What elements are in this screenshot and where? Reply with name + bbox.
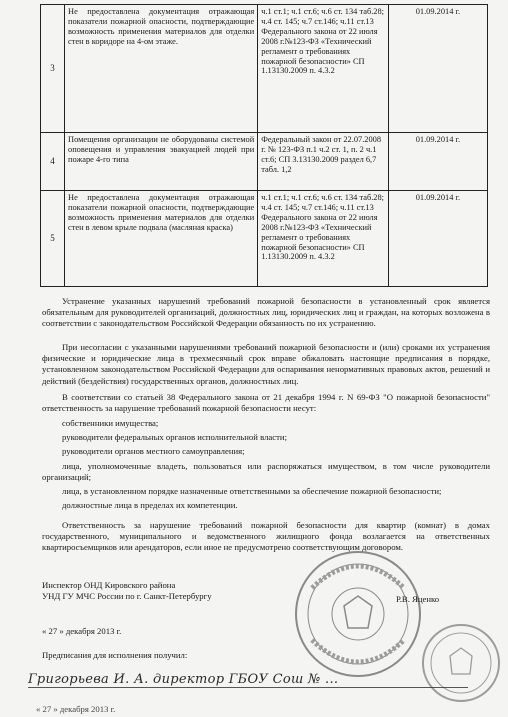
deadline-date: 01.09.2014 г.: [388, 5, 487, 133]
paragraph-appeal: [42, 342, 490, 387]
received-label: Предписания для исполнения получил:: [42, 650, 188, 660]
legal-reference: Федеральный закон от 22.07.2008 г. № 123-ФЗ п.1 ч.2 ст. 1, п. 2 ч.1 ст.6; СП 3.13130.2009 раздел 6,7 табл. 1,2: [258, 133, 389, 191]
violation-description: Не предоставлена документация отражающая показатели пожарной опасности, подтверждающие возможность применения материалов для отделки стен в коридоре на 4-ом этаже.: [65, 5, 258, 133]
list-item: собственники имущества;: [62, 418, 159, 428]
inspector-name: Р.В. Яценко: [396, 594, 440, 604]
list-item: лица, в установленном порядке назначенные ответственными за обеспечение пожарной безопасности;: [62, 486, 442, 497]
table-row: [41, 133, 488, 191]
deadline-date: 01.09.2014 г.: [388, 133, 487, 191]
inspector-block: [42, 580, 212, 602]
housing-text: Ответственность за нарушение требований пожарной безопасности для квартир (комнат) в домах государственного, муниципального и ведомственного жилищного фонда возлагается на ответственных квартиросъемщиков или арендаторов, если иное не предусмотрено соответствующим договором.: [42, 520, 490, 553]
handwritten-recipient: Григорьева И. А. директор ГБОУ Сош № ...: [28, 672, 468, 688]
appeal-text: При несогласии с указанными нарушениями требований пожарной безопасности и (или) сроками их устранения физические и юридические лица в трехмесячный срок вправе обжаловать настоящие предписания в порядке, установленном законодательством Российской Федерации для оспаривания ненормативных правовых актов, решений и действий (бездействия) государственных органов, должностных лиц.: [42, 342, 490, 386]
signed-date: « 27 » декабря 2013 г.: [42, 626, 122, 636]
list-item: руководители федеральных органов исполнительной власти;: [62, 432, 287, 443]
legal-reference: ч.1 ст.1; ч.1 ст.6; ч.6 ст. 134 таб.28; ч.4 ст. 145; ч.7 ст.146; ч.11 ст.13 Федерального закона от 22 июля 2008 г.№123-ФЗ «Технический регламент о требованиях пожарной безопасности» СП 1.13130.2009 п. 4.3.2: [258, 5, 389, 133]
table-row: [41, 5, 488, 133]
paragraph-responsibility: [42, 392, 490, 414]
list-item: лица, уполномоченные владеть, пользоваться или распоряжаться имуществом, в том числе руководители организаций;: [42, 460, 490, 482]
list-item: должностные лица в пределах их компетенции.: [62, 500, 238, 511]
violations-table: [40, 4, 488, 287]
bottom-date: « 27 » декабря 2013 г.: [36, 704, 116, 714]
official-seal: [292, 548, 424, 680]
table-row: [41, 191, 488, 287]
responsibility-text: В соответствии со статьей 38 Федерального закона от 21 декабря 1994 г. N 69-ФЗ "О пожарной безопасности" ответственность за нарушение требований пожарной безопасности несут:: [42, 392, 490, 414]
violation-description: Не предоставлена документация отражающая показатели пожарной опасности, подтверждающие возможность применения материалов для отделки стен в левом крыле подвала (масляная краска): [65, 191, 258, 287]
inspector-title-line1: Инспектор ОНД Кировского района: [42, 580, 176, 590]
row-number: 4: [41, 133, 65, 191]
obligation-text: Устранение указанных нарушений требований пожарной безопасности в установленный срок является обязательным для руководителей организаций, должностных лиц, юридических лиц и граждан, на которых возложена в соответствии с законодательством Российской Федерации обязанность по их устранению.: [42, 296, 490, 329]
school-seal: [420, 622, 502, 704]
row-number: 3: [41, 5, 65, 133]
row-number: 5: [41, 191, 65, 287]
responsible-list: [42, 418, 490, 511]
legal-reference: ч.1 ст.1; ч.1 ст.6; ч.6 ст. 134 таб.28; ч.4 ст. 145; ч.7 ст.146; ч.11 ст.13 Федерального закона от 22 июля 2008 г.№123-ФЗ «Технический регламент о требованиях пожарной безопасности» СП 1.13130.2009 п. 4.3.2: [258, 191, 389, 287]
deadline-date: 01.09.2014 г.: [388, 191, 487, 287]
violation-description: Помещения организации не оборудованы системой оповещения и управления эвакуацией людей при пожаре 4-го типа: [65, 133, 258, 191]
paragraph-obligation: [42, 296, 490, 330]
inspector-title-line2: УНД ГУ МЧС России по г. Санкт-Петербургу: [42, 591, 212, 601]
list-item: руководители органов местного самоуправления;: [62, 446, 245, 457]
